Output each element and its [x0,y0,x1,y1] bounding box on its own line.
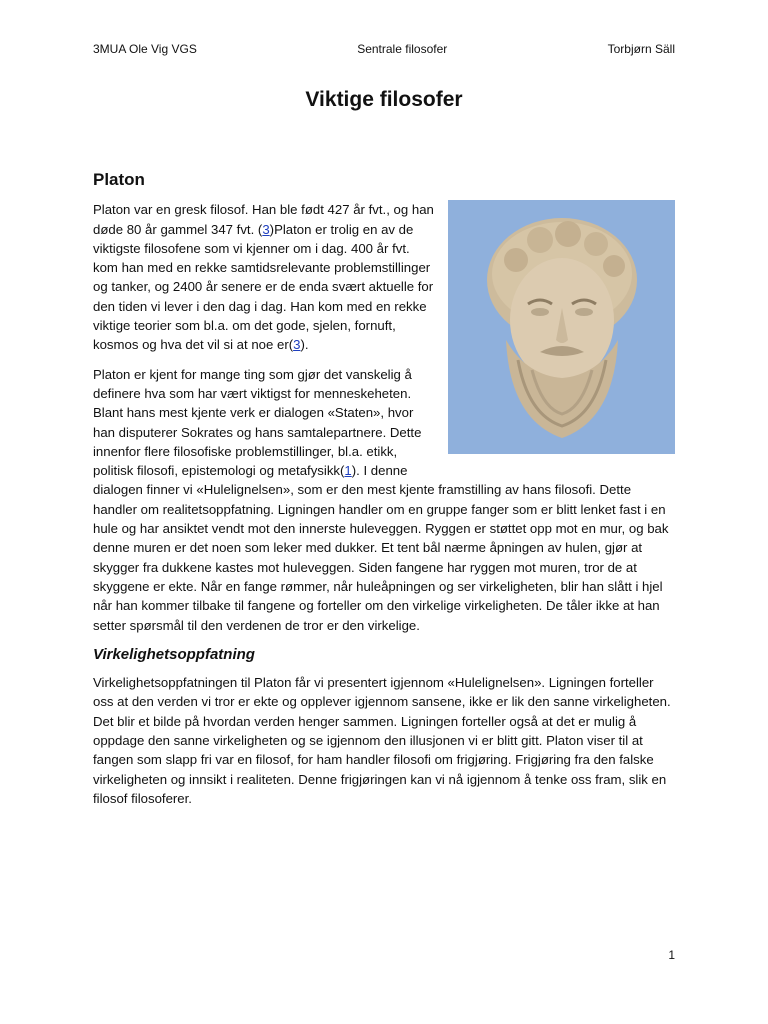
subsection-heading: Virkelighetsoppfatning [93,645,255,663]
header-subject: Sentrale filosofer [357,42,448,56]
document-body [93,170,675,818]
citation-link[interactable]: 3 [293,337,301,353]
page-header [93,42,675,56]
virkelighet-paragraph: Virkelighetsoppfatningen til Platon får vi presentert igjennom «Hulelignelsen». Ligningen forteller oss at den verden vi tror er ekte og opplever igjennom sansene, ikke er lik den sanne virkeligheten. Det blir et bilde på hvordan verden henger sammen. Ligningen forteller også at det er mulig å oppdage den sanne virkeligheten og se igjennom den illusjonen vi er blitt gitt. Platon viser til at fangen som slapp fri var en filosof, for ham handler filosofi om frigjøring. Frigjøring fra den falske virkeligheten og innsikt i realiteten. Denne frigjøringen kan vi nå igjennom å tenke oss fram, slik en filosof filosoferer. [93,675,671,806]
section-heading-platon: Platon [93,170,145,189]
document-title: Viktige filosofer [305,88,463,111]
header-school: 3MUA Ole Vig VGS [93,42,197,56]
platon-paragraph-1: Platon var en gresk filosof. Han ble født 427 år fvt., og han døde 80 år gammel 347 fvt. (3)Platon er trolig en av de viktigste filosofene som vi kjenner om i dag. 400 år fvt. kom han med en rekke samtidsrelevante problemstillinger og tanker, og 2400 år senere er de enda svært aktuelle for den tiden vi lever i den dag i dag. Han kom med en rekke viktige teorier som bl.a. om det gode, sjelen, fornuft, kosmos og hva det vil si at noe er(3). [93,202,434,353]
citation-link[interactable]: 3 [262,221,270,237]
page-number: 1 [668,948,675,962]
citation-link[interactable]: 1 [344,463,352,479]
header-author: Torbjørn Säll [607,42,675,56]
plato-bust-image [448,200,675,454]
platon-paragraph-2: Platon er kjent for mange ting som gjør det vanskelig å definere hva som har vært viktigst for menneskeheten. Blant hans mest kjente verk er dialogen «Staten», hvor han disputerer Sokrates og hans samtalepartnere. Dette innenfor flere filosofiske problemstillinger, bl.a. etikk, politisk filosofi, epistemologi og metafysikk(1). I denne dialogen finner vi «Hulelignelsen», som er den mest kjente framstilling av hans filosofi. Dette handler om realitetsoppfatning. Ligningen handler om en gruppe fanger som er blitt lenket fast i en hule og har ansiktet vendt mot den innerste huleveggen. Ryggen er støttet opp mot en mur, og bak denne muren er det noen som leker med dukker. Et tent bål nærme åpningen av hulen, gjør at skygger fra dukkene kastes mot huleveggen. Siden fangene har ryggen mot muren, tror de at skyggene er ekte. Når en fange rømmer, når huleåpningen og ser virkeligheten, blir han slått i hjel når han kommer tilbake til fangene og forteller om den virkelige virkeligheten. De tåler ikke at han setter spørsmål til den verdenen de tror er den virkelige. [93,366,669,633]
